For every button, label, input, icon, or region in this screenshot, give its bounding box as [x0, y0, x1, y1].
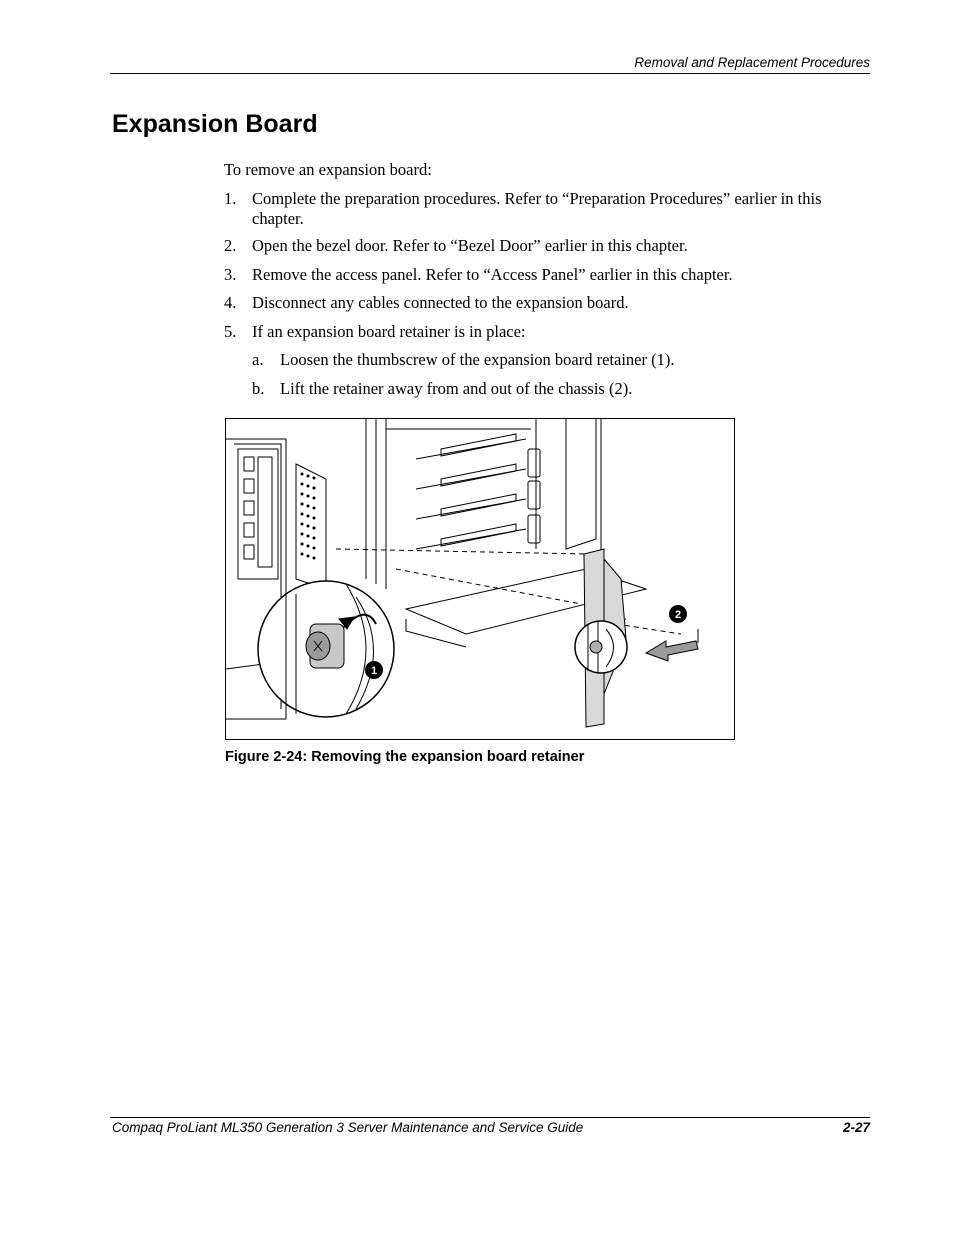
- step-number: 5.: [224, 322, 237, 341]
- callout-2-badge: [669, 605, 687, 623]
- footer-rule: [110, 1117, 870, 1118]
- callout-1-badge: [365, 661, 383, 679]
- substep-text: Lift the retainer away from and out of the chassis (2).: [280, 379, 633, 398]
- step-number: 1.: [224, 189, 237, 208]
- thumbscrew-magnifier: [258, 581, 394, 719]
- removal-arrow: [646, 629, 698, 661]
- step-text: Remove the access panel. Refer to “Access Panel” earlier in this chapter.: [252, 265, 733, 284]
- step-text: Open the bezel door. Refer to “Bezel Door” earlier in this chapter.: [252, 236, 688, 255]
- step-text: Disconnect any cables connected to the expansion board.: [252, 293, 629, 312]
- step-text: If an expansion board retainer is in place:: [252, 322, 526, 341]
- substep-letter: b.: [252, 379, 265, 398]
- step-text: Complete the preparation procedures. Refer to “Preparation Procedures” earlier in this chapter.: [252, 189, 822, 228]
- substep-item: [252, 379, 852, 399]
- footer-guide-title: Compaq ProLiant ML350 Generation 3 Server Maintenance and Service Guide: [112, 1120, 584, 1135]
- intro-text: To remove an expansion board:: [224, 160, 432, 179]
- step-item: [224, 236, 854, 256]
- callout-2-label: 2: [674, 609, 682, 621]
- expansion-slots: [366, 419, 540, 589]
- side-vent-holes: [301, 473, 316, 560]
- header-section-title: Removal and Replacement Procedures: [634, 55, 870, 70]
- step-number: 4.: [224, 293, 237, 312]
- step-number: 3.: [224, 265, 237, 284]
- substep-text: Loosen the thumbscrew of the expansion board retainer (1).: [280, 350, 675, 369]
- step-number: 2.: [224, 236, 237, 255]
- page-title: Expansion Board: [112, 110, 318, 138]
- header-rule: [110, 73, 870, 74]
- retainer-diagram: [226, 419, 733, 738]
- callout-1-label: 1: [370, 665, 378, 677]
- step-item: [224, 189, 854, 229]
- figure-caption: Figure 2-24: Removing the expansion board retainer: [225, 749, 585, 765]
- step-item: [224, 265, 854, 285]
- substep-item: [252, 350, 852, 370]
- retainer-magnifier: [575, 621, 627, 673]
- step-item: [224, 293, 854, 313]
- step-item: [224, 322, 854, 342]
- figure-retainer-illustration: [225, 418, 735, 740]
- footer-page-number: 2-27: [842, 1120, 870, 1135]
- substep-letter: a.: [252, 350, 264, 369]
